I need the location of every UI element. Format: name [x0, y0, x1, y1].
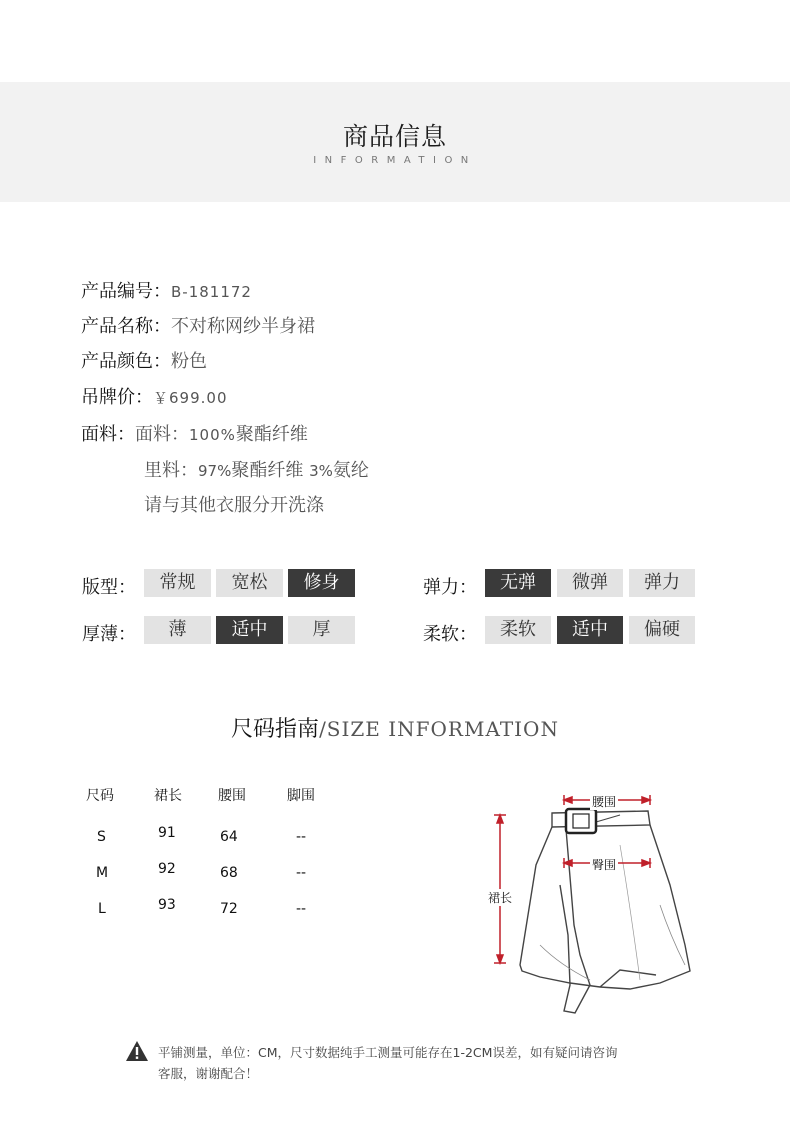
size-header-hem: 脚围: [287, 788, 315, 804]
elastic-label: 弹力：: [423, 577, 477, 598]
thickness-option-thick: 厚: [288, 616, 355, 644]
notice-line1: 平铺测量，单位：CM，尺寸数据纯手工测量可能存在1-2CM误差，如有疑问请咨询: [158, 1045, 618, 1060]
product-name-label: 产品名称：: [81, 316, 171, 337]
elastic-option-elastic: 弹力: [629, 569, 695, 597]
thickness-label: 厚薄：: [82, 624, 136, 645]
softness-label: 柔软：: [423, 624, 477, 645]
fit-option-slim: 修身: [288, 569, 355, 597]
product-name-value: 不对称网纱半身裙: [171, 316, 315, 337]
product-fabric-row: [81, 420, 308, 446]
fit-option-loose: 宽松: [216, 569, 283, 597]
fabric-line2-text1: 聚酯纤维: [231, 460, 310, 481]
section-subtitle-info: INFORMATION: [313, 155, 477, 166]
waist-label: 腰围: [592, 795, 617, 809]
fabric-line2-prefix: 里料：: [144, 460, 198, 481]
product-price-value: ￥699.00: [153, 389, 228, 407]
size-guide-title: [0, 712, 790, 743]
fabric-line1-prefix: 面料：: [135, 424, 189, 445]
fabric-line2-pct2: 3%: [309, 462, 333, 480]
size-row-m-waist: 68: [220, 865, 238, 881]
product-color-value: 粉色: [171, 351, 207, 372]
size-guide-title-en: /SIZE INFORMATION: [319, 717, 559, 741]
measurement-notice: [158, 1042, 678, 1084]
fabric-line2-pct1: 97%: [198, 462, 232, 480]
size-row-s-hem: --: [296, 829, 307, 845]
softness-option-medium: 适中: [557, 616, 623, 644]
size-row-m-size: M: [96, 865, 109, 881]
product-price-label: 吊牌价：: [81, 387, 153, 408]
size-row-s-size: S: [97, 829, 106, 845]
size-row-l-waist: 72: [220, 901, 238, 917]
measurement-arrows: [480, 785, 710, 1025]
product-code-label: 产品编号：: [81, 281, 171, 302]
softness-option-stiff: 偏硬: [629, 616, 695, 644]
size-header-waist: 腰围: [218, 788, 246, 804]
size-row-l-hem: --: [296, 901, 307, 917]
fabric-line2-text2: 氨纶: [332, 460, 369, 481]
product-color-row: [81, 347, 207, 373]
warning-icon: [125, 1040, 149, 1062]
size-row-s-length: 91: [158, 825, 176, 841]
fabric-line2: [144, 456, 369, 482]
product-color-label: 产品颜色：: [81, 351, 171, 372]
size-guide-title-cn: 尺码指南: [231, 717, 320, 742]
elastic-option-slight: 微弹: [557, 569, 623, 597]
softness-option-soft: 柔软: [485, 616, 551, 644]
product-name-row: [81, 312, 315, 338]
product-code-value: B-181172: [171, 283, 252, 301]
size-row-m-length: 92: [158, 861, 176, 877]
size-row-l-size: L: [98, 901, 106, 917]
section-title-info: 商品信息: [342, 122, 447, 151]
fit-label: 版型：: [82, 577, 136, 598]
fabric-line1-pct: 100%: [189, 426, 236, 444]
thickness-option-medium: 适中: [216, 616, 283, 644]
size-row-m-hem: --: [296, 865, 307, 881]
elastic-option-none: 无弹: [485, 569, 551, 597]
fabric-line3: 请与其他衣服分开洗涤: [144, 495, 324, 516]
notice-line2: 客服，谢谢配合！: [158, 1066, 259, 1081]
product-price-row: [81, 383, 228, 409]
length-label: 裙长: [488, 891, 513, 905]
hip-label: 臀围: [592, 858, 617, 872]
size-header-length: 裙长: [154, 788, 182, 804]
size-row-l-length: 93: [158, 897, 176, 913]
size-row-s-waist: 64: [220, 829, 238, 845]
size-header-size: 尺码: [86, 788, 114, 804]
fabric-line1-text: 聚酯纤维: [235, 424, 308, 445]
thickness-option-thin: 薄: [144, 616, 211, 644]
product-fabric-label: 面料：: [81, 424, 135, 445]
product-code-row: [81, 277, 252, 303]
fit-option-regular: 常规: [144, 569, 211, 597]
